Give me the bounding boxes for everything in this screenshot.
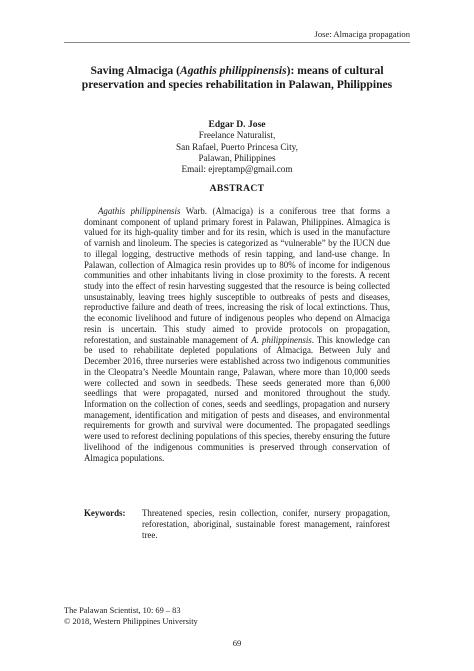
keywords-label: Keywords: xyxy=(84,508,126,518)
author-email: Email: ejreptamp@gmail.com xyxy=(181,164,293,175)
abstract-species-lead: Agathis philippinensis xyxy=(98,206,181,216)
title-species: Agathis philippinensis xyxy=(179,64,287,77)
abstract-text-part1: Warb. (Almaciga) is a coniferous tree that forms a dominant component of upland primary forest in Palawan, Philippines. Almagica is valued for its high-quality timber and for its resin, which is used in the manufacture of varnish and linoleum. The species is categorized as “vulnerable” by the IUCN due to illegal logging, destructive methods of resin tapping, and land-use change. In Palawan, collection of Almagica resin provides up to 80% of income for indigenous communities and other inhabitants living in close proximity to the forests. A recent study into the effect of resin harvesting suggested that the resource is being collected unsustainably, leaving trees highly susceptible to outbreaks of pests and diseases, reproductive failure and death of trees, increasing the risk of local extinctions. Thus, the economic livelihood and future of indigenous peoples who depend on Almaciga resin is uncertain. This study aimed to provide protocols on propagation, reforestation, and sustainable management of xyxy=(84,206,391,345)
keywords-text: Threatened species, resin collection, conifer, nursery propagation, reforestation, aboriginal, sustainable forest management, rainforest tree. xyxy=(142,508,390,540)
title-after: ): means of cultural preservation and species rehabilitation in Palawan, Philippines xyxy=(81,64,393,91)
abstract-body xyxy=(84,206,390,463)
article-title xyxy=(64,64,410,91)
header-divider xyxy=(64,42,410,43)
copyright-notice: © 2018, Western Philippines University xyxy=(64,617,198,626)
keywords-block xyxy=(84,508,390,541)
author-affiliation: Freelance Naturalist, xyxy=(198,130,276,141)
abstract-species-abbrev: A. philippinensis xyxy=(251,334,312,345)
running-header: Jose: Almaciga propagation xyxy=(314,29,410,39)
author-name: Edgar D. Jose xyxy=(208,119,266,130)
title-before: Saving Almaciga ( xyxy=(90,64,180,77)
abstract-heading: ABSTRACT xyxy=(209,183,265,194)
author-address-line1: San Rafael, Puerto Princesa City, xyxy=(176,141,298,152)
journal-footer xyxy=(64,605,198,627)
page-number: 69 xyxy=(232,638,242,648)
journal-citation: The Palawan Scientist, 10: 69 – 83 xyxy=(64,606,181,615)
author-block xyxy=(64,119,410,175)
abstract-text-part2: . This knowledge can be used to rehabilitate depleted populations of Almaciga. Between July and December 2016, three nurseries were established across two indigenous communities in the Cleopatra’s Needle Mountain range, Palawan, where more than 10,000 seeds were collected and sown in seedbeds. These seeds generated more than 6,000 seedlings that were propagated, nursed and monitored throughout the study. Information on the collection of cones, seeds and seedlings, propagation and nursery management, identification and mitigation of pests and diseases, and environmental requirements for growth and survival were documented. The propagated seedlings were used to reforest declining populations of this species, thereby ensuring the future livelihood of the indigenous communities is preserved through conservation of Almagica populations. xyxy=(84,334,390,463)
author-address-line2: Palawan, Philippines xyxy=(198,152,276,163)
